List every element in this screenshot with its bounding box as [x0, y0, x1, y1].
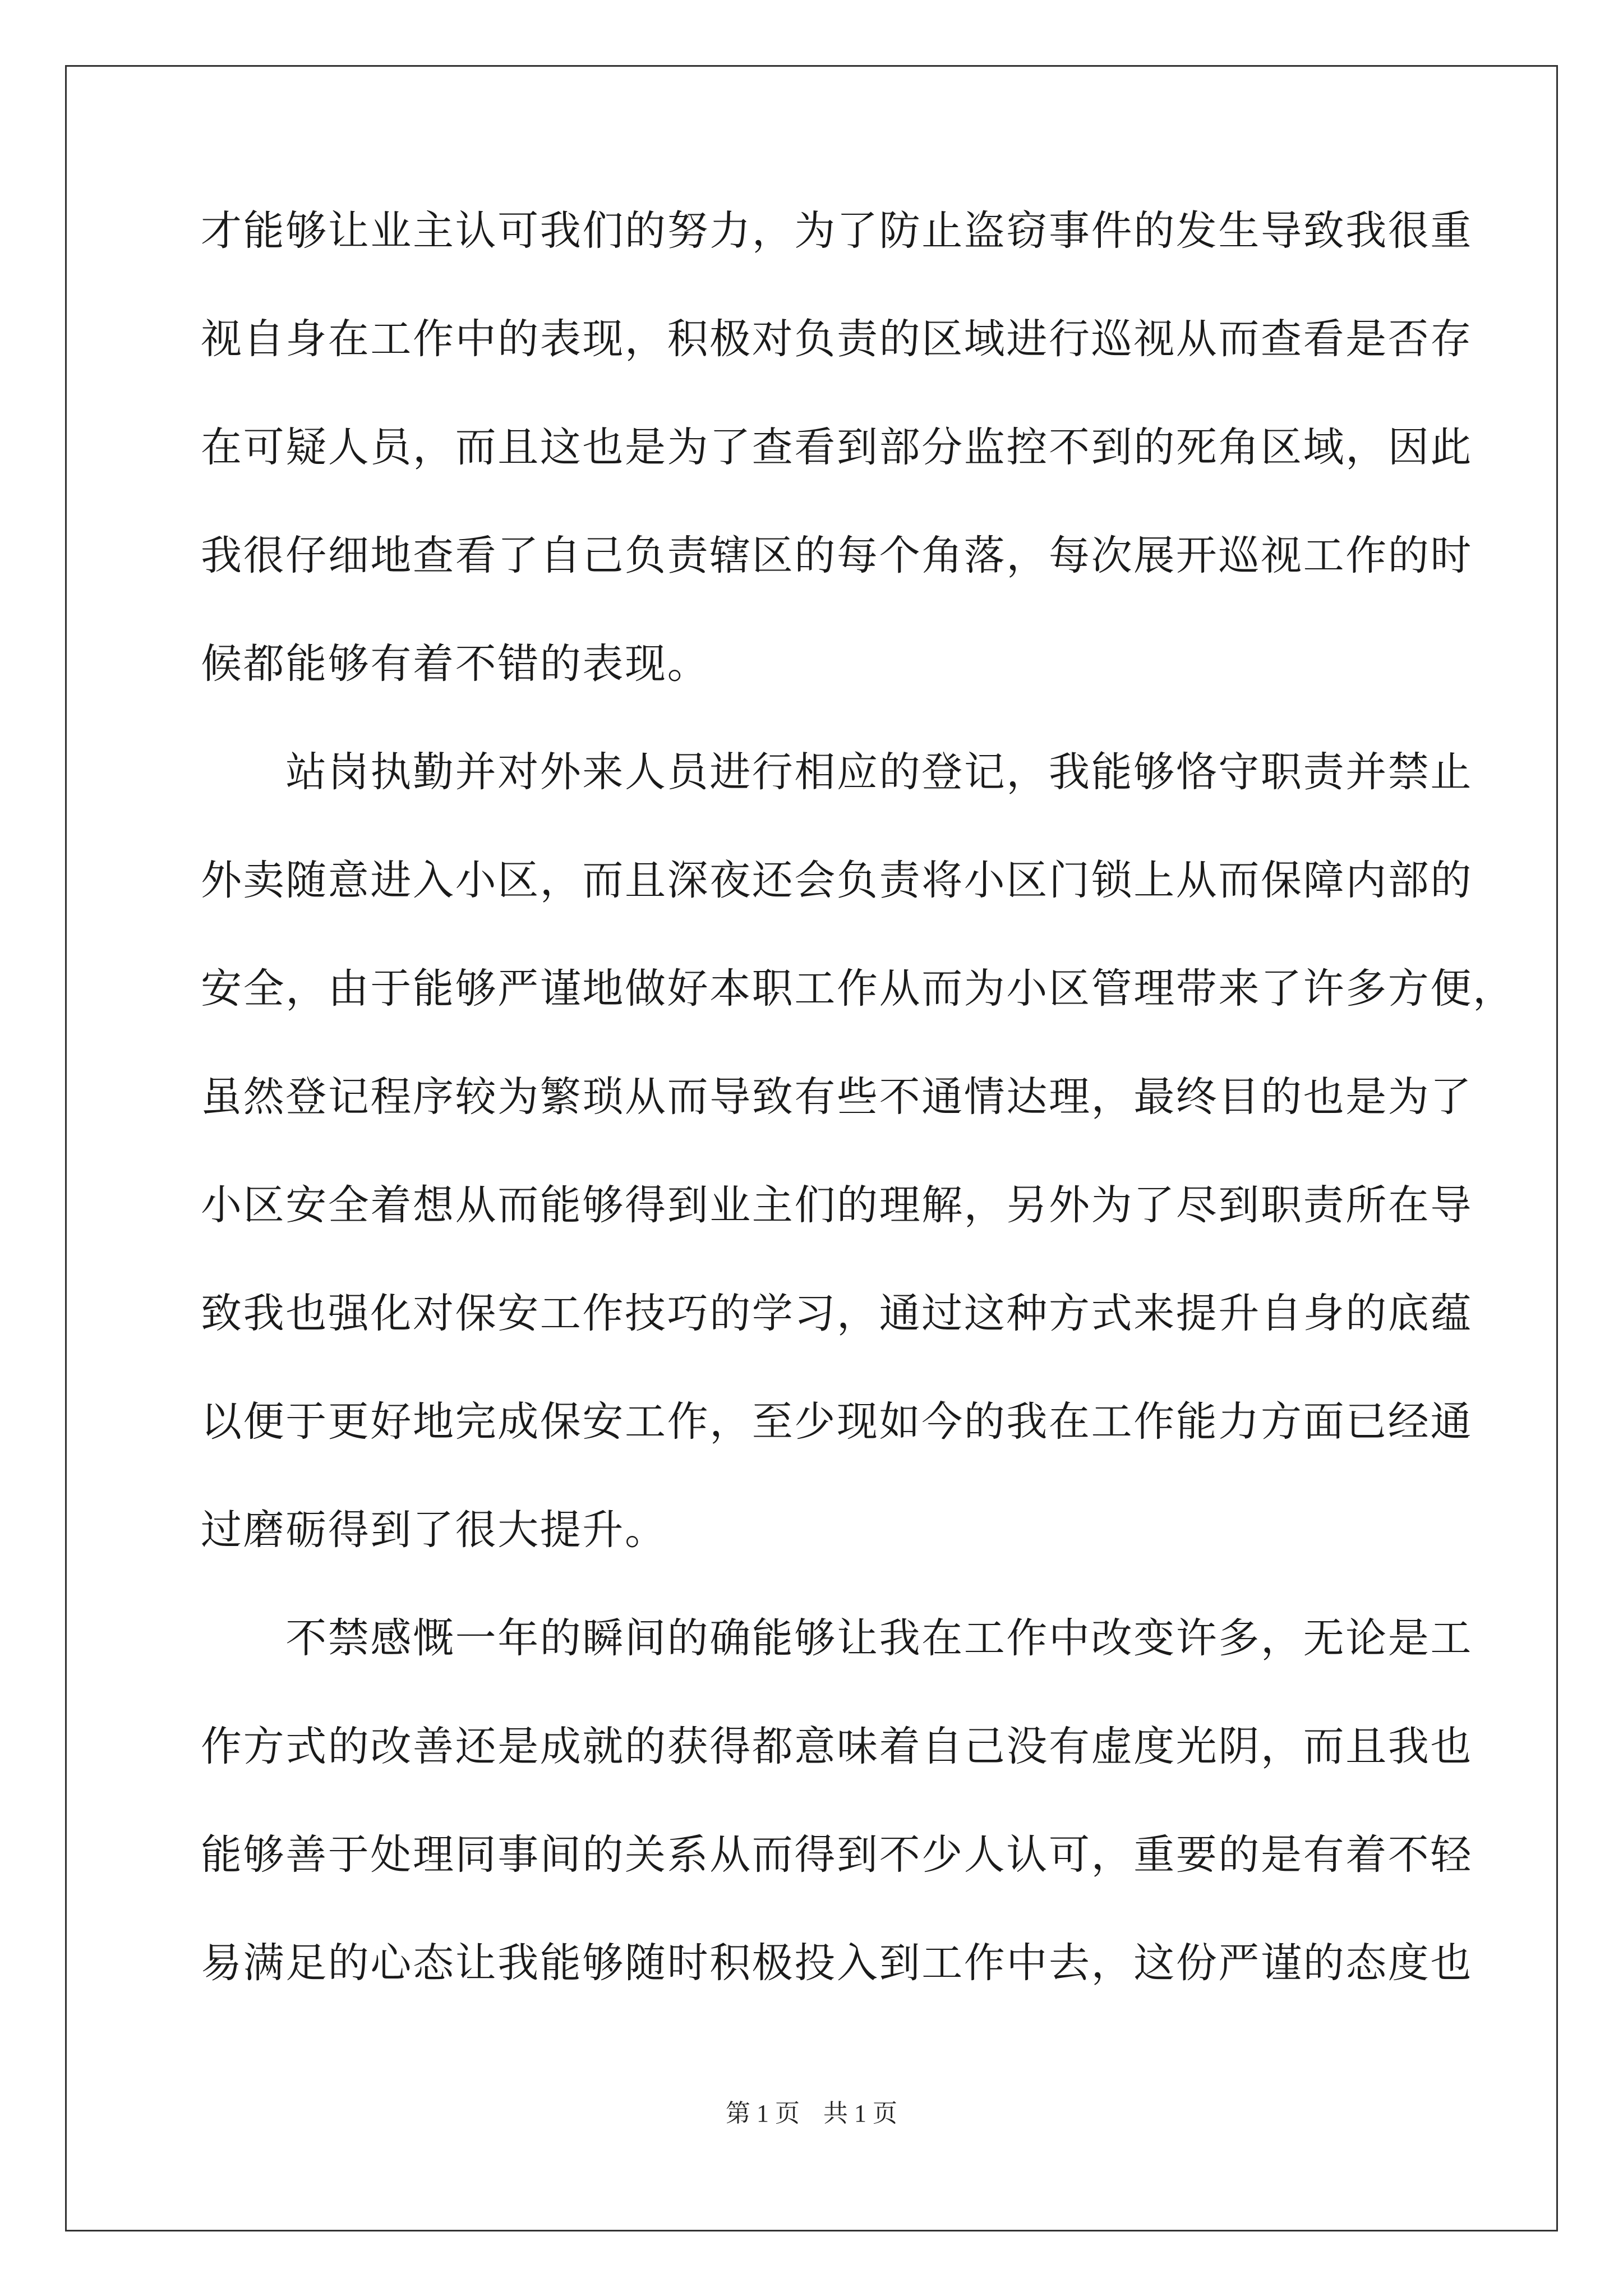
- text-line: 易满足的心态让我能够随时积极投入到工作中去，这份严谨的态度也: [201, 1939, 1473, 1987]
- text-line: 站岗执勤并对外来人员进行相应的登记，我能够恪守职责并禁止: [201, 748, 1473, 796]
- text-line: 在可疑人员，而且这也是为了查看到部分监控不到的死角区域，因此: [201, 424, 1473, 471]
- page-footer: [0, 2097, 1623, 2131]
- text-line: 我很仔细地查看了自己负责辖区的每个角落，每次展开巡视工作的时: [201, 532, 1473, 579]
- text-line: 安全，由于能够严谨地做好本职工作从而为小区管理带来了许多方便，: [201, 965, 1515, 1013]
- text-line: 不禁感慨一年的瞬间的确能够让我在工作中改变许多，无论是工: [201, 1614, 1473, 1662]
- text-line: 才能够让业主认可我们的努力，为了防止盗窃事件的发生导致我很重: [201, 207, 1473, 255]
- page-border: [65, 65, 1558, 2231]
- page-number: 第 1 页: [726, 2100, 800, 2127]
- text-line: 能够善于处理同事间的关系从而得到不少人认可，重要的是有着不轻: [201, 1831, 1473, 1879]
- text-line: 过磨砺得到了很大提升。: [201, 1506, 667, 1554]
- text-line: 小区安全着想从而能够得到业主们的理解，另外为了尽到职责所在导: [201, 1181, 1473, 1229]
- text-line: 候都能够有着不错的表现。: [201, 640, 710, 688]
- text-line: 致我也强化对保安工作技巧的学习，通过这种方式来提升自身的底蕴: [201, 1290, 1473, 1337]
- text-line: 外卖随意进入小区，而且深夜还会负责将小区门锁上从而保障内部的: [201, 857, 1473, 904]
- text-line: 视自身在工作中的表现，积极对负责的区域进行巡视从而查看是否存: [201, 315, 1473, 363]
- text-line: 虽然登记程序较为繁琐从而导致有些不通情达理，最终目的也是为了: [201, 1073, 1473, 1121]
- page-total: 共 1 页: [823, 2100, 897, 2127]
- text-line: 以便于更好地完成保安工作，至少现如今的我在工作能力方面已经通: [201, 1398, 1473, 1446]
- text-line: 作方式的改善还是成就的获得都意味着自己没有虚度光阴，而且我也: [201, 1723, 1473, 1770]
